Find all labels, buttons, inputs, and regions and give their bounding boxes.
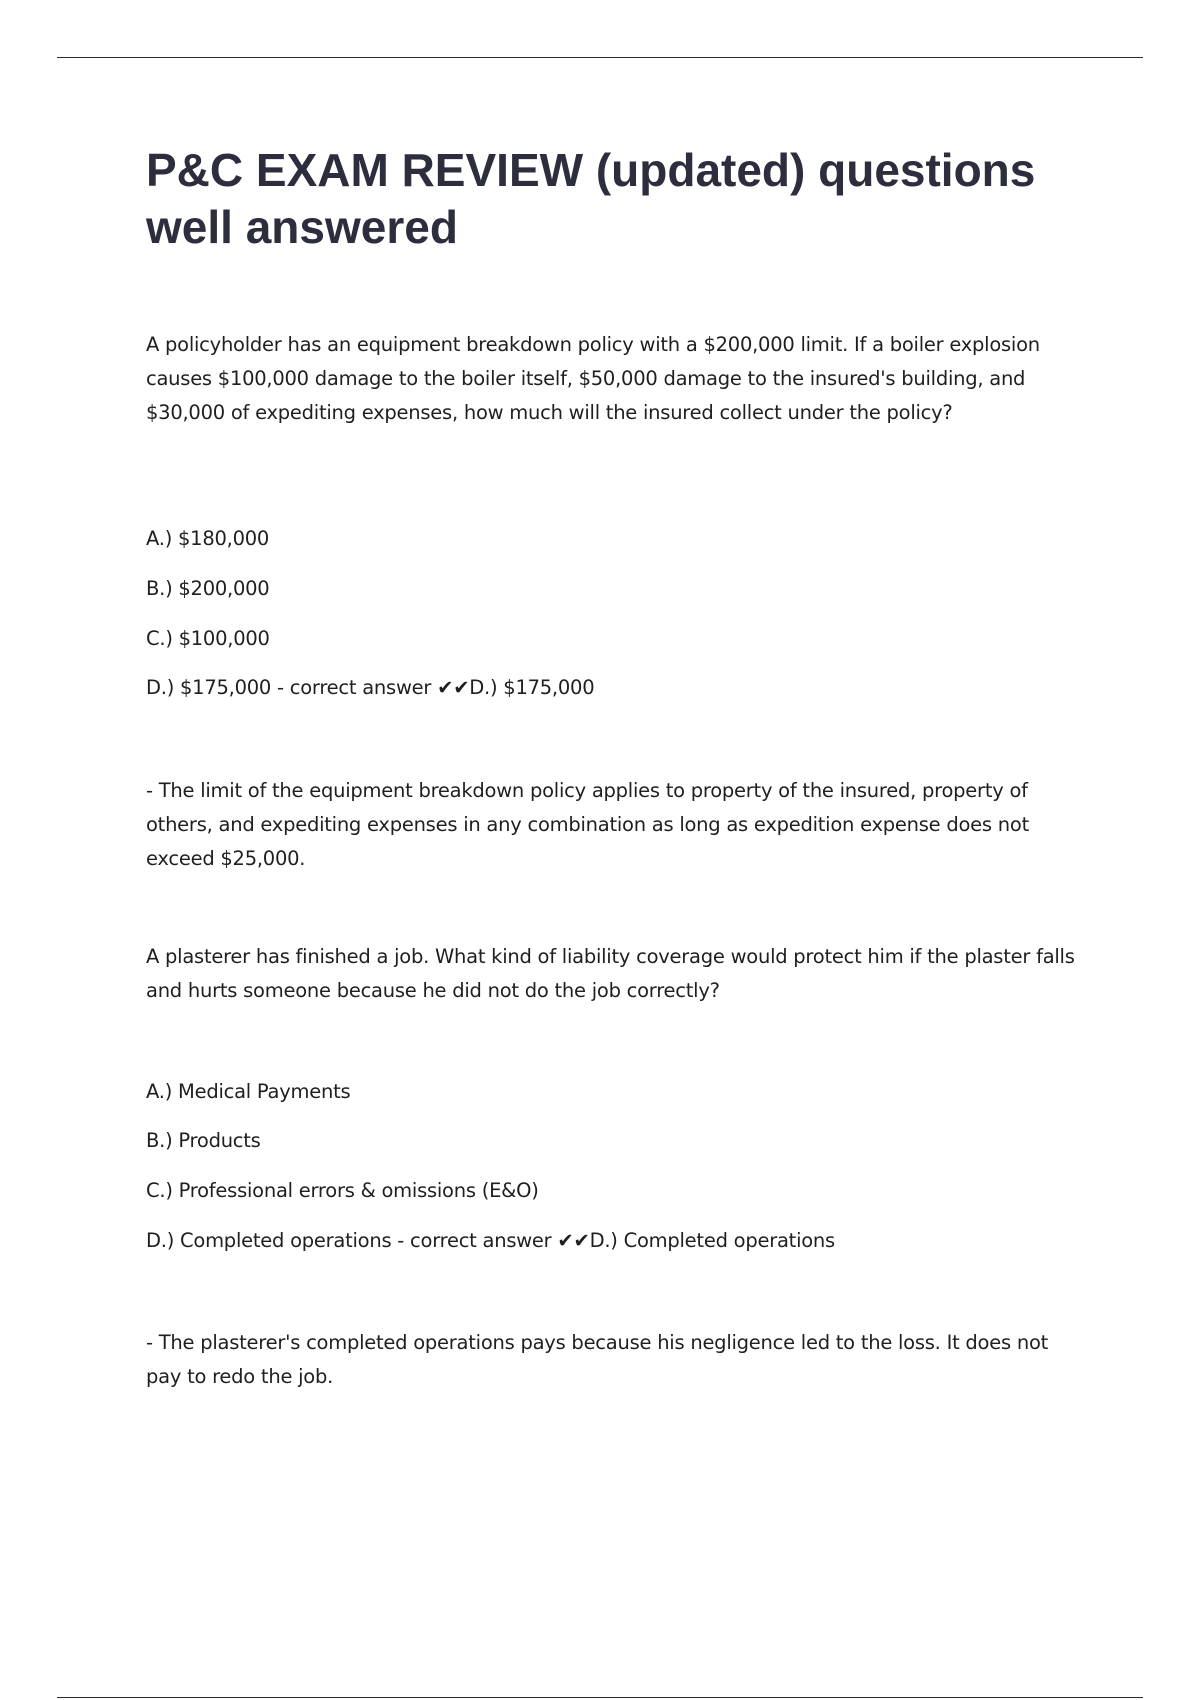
question-1-text: A policyholder has an equipment breakdown policy with a $200,000 limit. If a boiler explosion causes $100,000 damage to the boiler itself, $50,000 damage to the insured's building, and $30,000 of expediting expenses, how much will the insured collect under the policy? <box>146 333 1040 424</box>
question-1-explanation: - The limit of the equipment breakdown policy applies to property of the insured, property of others, and expediting expenses in any combination as long as expedition expense does not exceed $25,000. <box>146 779 1029 870</box>
question-2-text: A plasterer has finished a job. What kind of liability coverage would protect him if the plaster falls and hurts someone because he did not do the job correctly? <box>146 945 1075 1002</box>
question-2-option-a: A.) Medical Payments <box>146 1080 351 1103</box>
footer-rule <box>57 1697 1143 1698</box>
question-2-option-b: B.) Products <box>146 1129 261 1152</box>
document-title: P&C EXAM REVIEW (updated) questions well answered <box>146 144 1036 253</box>
question-1-option-a: A.) $180,000 <box>146 527 270 550</box>
header-rule <box>57 57 1143 58</box>
question-2-explanation: - The plasterer's completed operations pays because his negligence led to the loss. It does not pay to redo the job. <box>146 1331 1049 1388</box>
question-1-option-d-answer: D.) $175,000 - correct answer ✔✔D.) $175,000 <box>146 676 595 699</box>
question-1-option-b: B.) $200,000 <box>146 577 270 600</box>
question-1-option-c: C.) $100,000 <box>146 627 270 650</box>
question-2-option-c: C.) Professional errors & omissions (E&O) <box>146 1179 539 1202</box>
question-2-option-d-answer: D.) Completed operations - correct answer ✔✔D.) Completed operations <box>146 1229 835 1252</box>
